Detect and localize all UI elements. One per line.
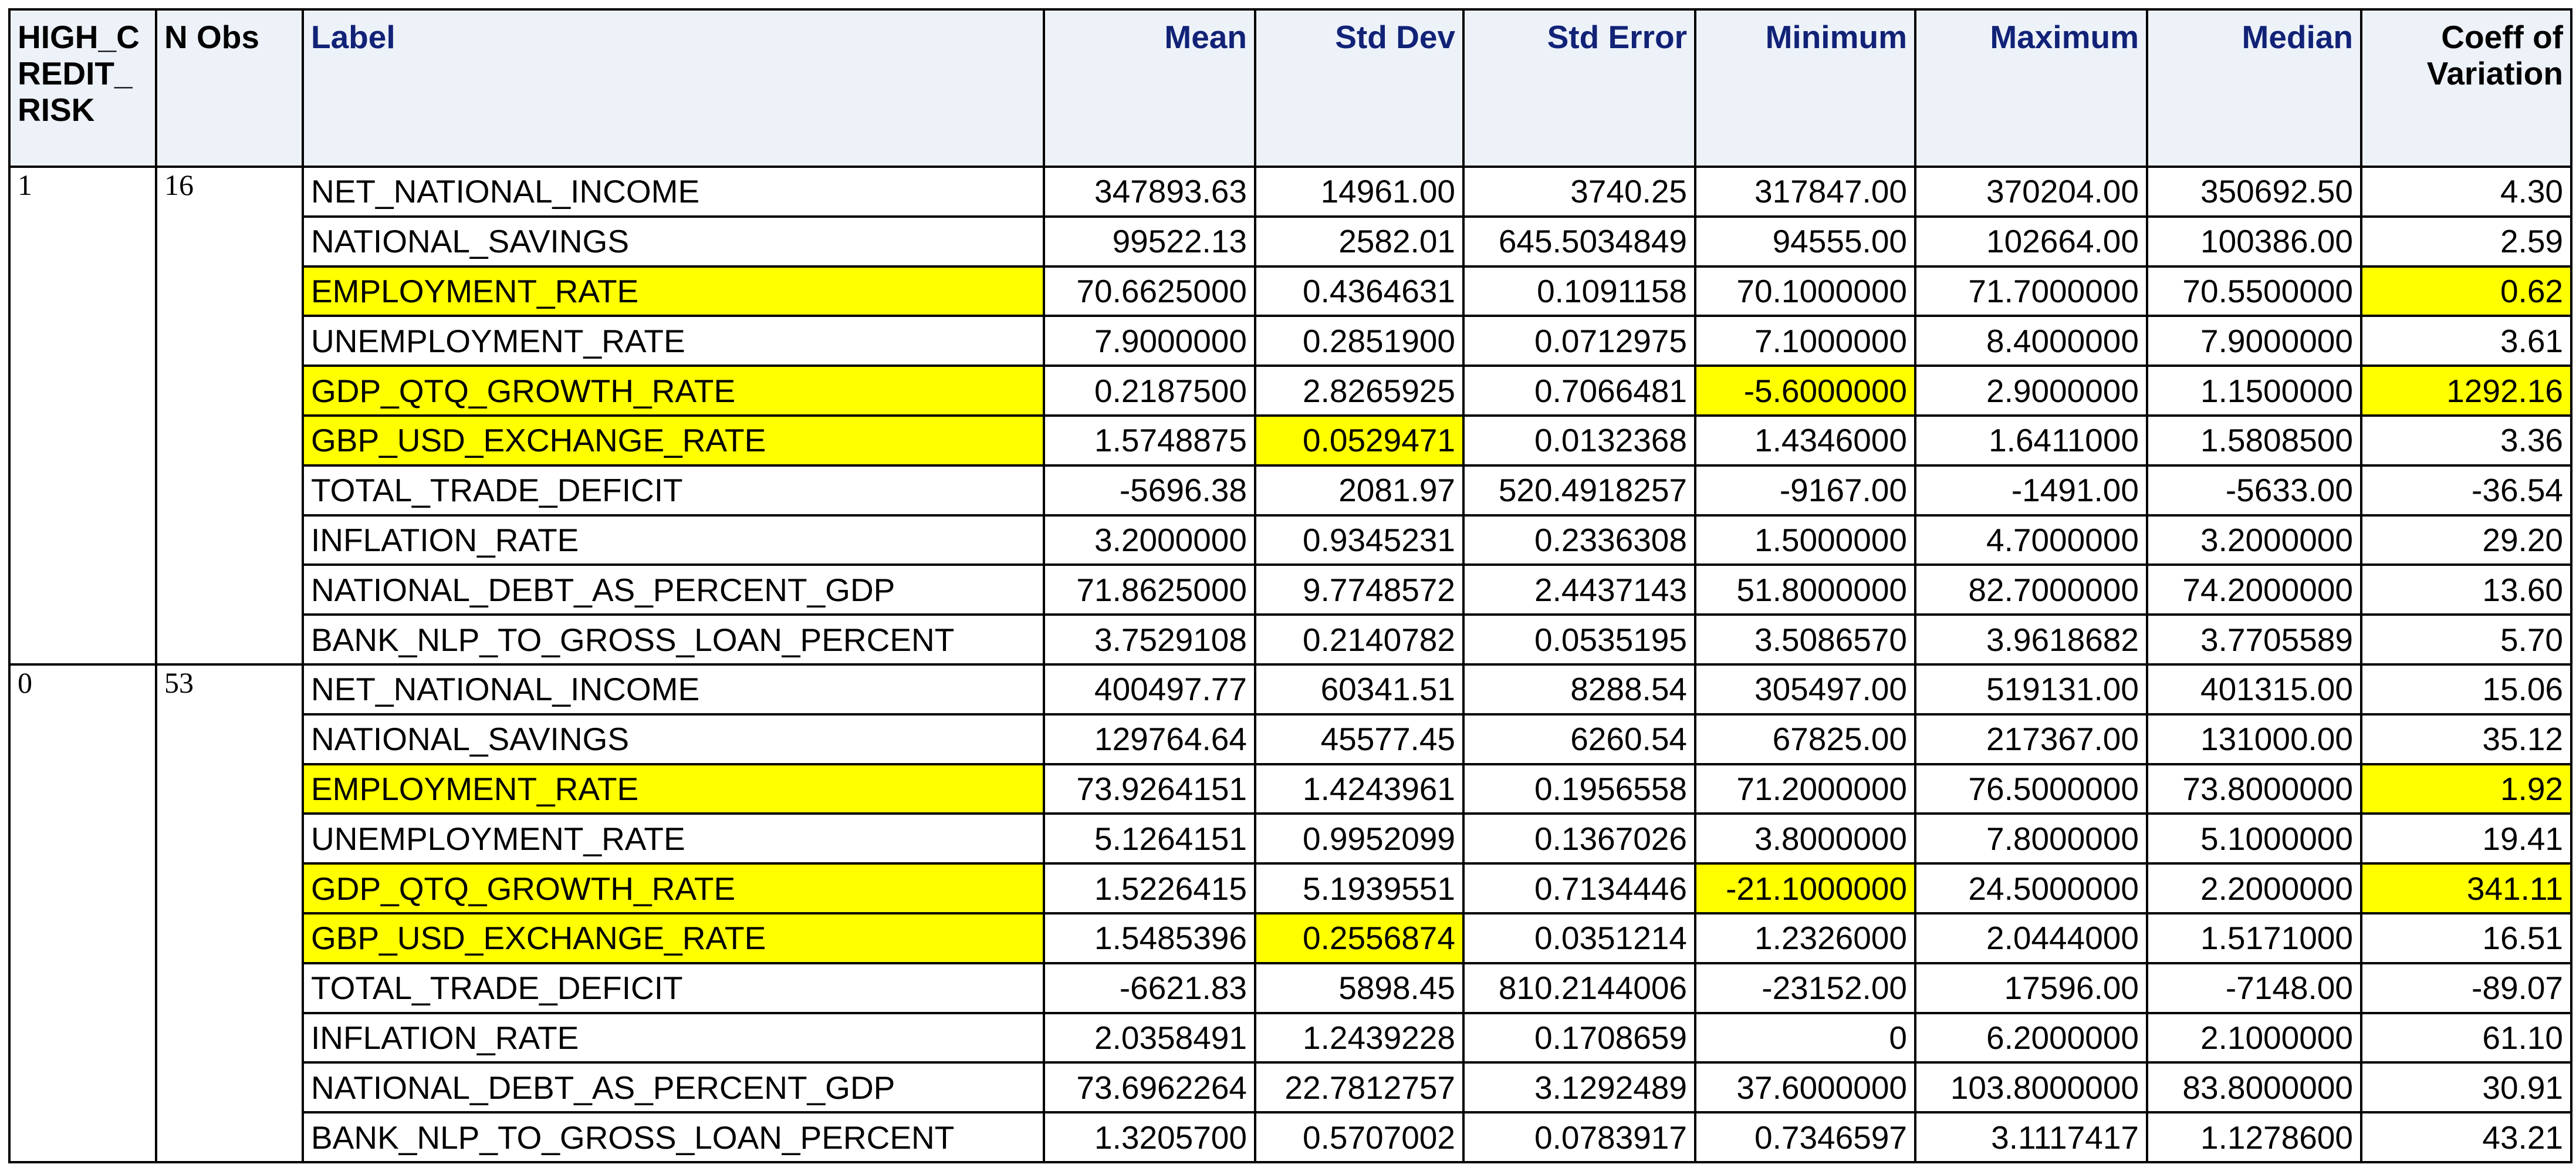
cell-median: 70.5500000: [2147, 266, 2361, 316]
cell-median: 3.7705589: [2147, 615, 2361, 664]
cell-median: 401315.00: [2147, 664, 2361, 714]
cell-mean: 129764.64: [1044, 714, 1255, 764]
cell-std-dev: 9.7748572: [1255, 565, 1463, 615]
cell-coeff-of-variation: 13.60: [2361, 565, 2571, 615]
table-row: [9, 863, 2571, 913]
cell-median: 350692.50: [2147, 167, 2361, 217]
cell-median: 7.9000000: [2147, 316, 2361, 366]
cell-median: 1.1500000: [2147, 366, 2361, 416]
group-n-obs: 16: [156, 167, 303, 664]
cell-std-dev: 2081.97: [1255, 465, 1463, 515]
cell-maximum: 4.7000000: [1915, 515, 2147, 565]
header-std-error: Std Error: [1463, 9, 1695, 167]
cell-maximum: 17596.00: [1915, 963, 2147, 1013]
cell-coeff-of-variation: 15.06: [2361, 664, 2571, 714]
cell-std-error: 0.1091158: [1463, 266, 1695, 316]
cell-mean: 73.6962264: [1044, 1062, 1255, 1112]
table-row: [9, 664, 2571, 714]
cell-std-dev: 60341.51: [1255, 664, 1463, 714]
cell-std-error: 0.7134446: [1463, 863, 1695, 913]
cell-mean: 73.9264151: [1044, 764, 1255, 814]
cell-coeff-of-variation: 4.30: [2361, 167, 2571, 217]
cell-coeff-of-variation: 29.20: [2361, 515, 2571, 565]
cell-coeff-of-variation: 3.61: [2361, 316, 2571, 366]
row-label: NATIONAL_SAVINGS: [303, 217, 1044, 266]
cell-minimum: 0: [1695, 1013, 1915, 1063]
cell-std-error: 0.0351214: [1463, 913, 1695, 963]
cell-maximum: 71.7000000: [1915, 266, 2147, 316]
cell-median: 5.1000000: [2147, 814, 2361, 863]
cell-mean: 2.0358491: [1044, 1013, 1255, 1063]
header-coeff-of-variation: Coeff of Variation: [2361, 9, 2571, 167]
cell-mean: 400497.77: [1044, 664, 1255, 714]
row-label: GBP_USD_EXCHANGE_RATE: [303, 416, 1044, 465]
cell-std-dev: 0.9345231: [1255, 515, 1463, 565]
group-n-obs: 53: [156, 664, 303, 1162]
cell-maximum: 3.1117417: [1915, 1112, 2147, 1162]
cell-coeff-of-variation: 0.62: [2361, 266, 2571, 316]
cell-std-dev: 0.2556874: [1255, 913, 1463, 963]
cell-maximum: 8.4000000: [1915, 316, 2147, 366]
cell-std-error: 0.0132368: [1463, 416, 1695, 465]
cell-maximum: 519131.00: [1915, 664, 2147, 714]
cell-minimum: 51.8000000: [1695, 565, 1915, 615]
cell-minimum: 37.6000000: [1695, 1062, 1915, 1112]
header-high-credit-risk: HIGH_CREDIT_RISK: [9, 9, 156, 167]
cell-coeff-of-variation: -89.07: [2361, 963, 2571, 1013]
cell-std-dev: 1.2439228: [1255, 1013, 1463, 1063]
table-row: [9, 913, 2571, 963]
cell-mean: 347893.63: [1044, 167, 1255, 217]
cell-std-dev: 2.8265925: [1255, 366, 1463, 416]
cell-coeff-of-variation: 1292.16: [2361, 366, 2571, 416]
cell-median: -7148.00: [2147, 963, 2361, 1013]
cell-std-error: 3.1292489: [1463, 1062, 1695, 1112]
row-label: BANK_NLP_TO_GROSS_LOAN_PERCENT: [303, 615, 1044, 664]
cell-maximum: 7.8000000: [1915, 814, 2147, 863]
row-label: TOTAL_TRADE_DEFICIT: [303, 963, 1044, 1013]
cell-std-dev: 0.2851900: [1255, 316, 1463, 366]
cell-median: 74.2000000: [2147, 565, 2361, 615]
cell-maximum: 2.0444000: [1915, 913, 2147, 963]
cell-maximum: 370204.00: [1915, 167, 2147, 217]
row-label: UNEMPLOYMENT_RATE: [303, 814, 1044, 863]
cell-std-error: 0.2336308: [1463, 515, 1695, 565]
cell-minimum: 70.1000000: [1695, 266, 1915, 316]
cell-median: 83.8000000: [2147, 1062, 2361, 1112]
row-label: EMPLOYMENT_RATE: [303, 266, 1044, 316]
cell-coeff-of-variation: 43.21: [2361, 1112, 2571, 1162]
table-row: [9, 764, 2571, 814]
table-row: [9, 266, 2571, 316]
table-row: [9, 416, 2571, 465]
cell-coeff-of-variation: 2.59: [2361, 217, 2571, 266]
cell-mean: -6621.83: [1044, 963, 1255, 1013]
header-maximum: Maximum: [1915, 9, 2147, 167]
cell-median: 2.2000000: [2147, 863, 2361, 913]
cell-median: -5633.00: [2147, 465, 2361, 515]
cell-minimum: -9167.00: [1695, 465, 1915, 515]
cell-median: 1.5808500: [2147, 416, 2361, 465]
row-label: BANK_NLP_TO_GROSS_LOAN_PERCENT: [303, 1112, 1044, 1162]
cell-mean: 1.3205700: [1044, 1112, 1255, 1162]
header-row: [9, 9, 2571, 167]
cell-coeff-of-variation: 341.11: [2361, 863, 2571, 913]
cell-std-dev: 2582.01: [1255, 217, 1463, 266]
cell-mean: 0.2187500: [1044, 366, 1255, 416]
cell-std-dev: 14961.00: [1255, 167, 1463, 217]
cell-minimum: 3.5086570: [1695, 615, 1915, 664]
header-label: Label: [303, 9, 1044, 167]
cell-std-error: 2.4437143: [1463, 565, 1695, 615]
group-value: 0: [9, 664, 156, 1162]
cell-mean: 1.5748875: [1044, 416, 1255, 465]
cell-mean: 5.1264151: [1044, 814, 1255, 863]
cell-maximum: 2.9000000: [1915, 366, 2147, 416]
cell-maximum: 1.6411000: [1915, 416, 2147, 465]
row-label: UNEMPLOYMENT_RATE: [303, 316, 1044, 366]
cell-std-dev: 0.4364631: [1255, 266, 1463, 316]
row-label: GDP_QTQ_GROWTH_RATE: [303, 863, 1044, 913]
cell-coeff-of-variation: 35.12: [2361, 714, 2571, 764]
cell-minimum: 67825.00: [1695, 714, 1915, 764]
table-row: [9, 814, 2571, 863]
cell-maximum: 82.7000000: [1915, 565, 2147, 615]
cell-median: 1.1278600: [2147, 1112, 2361, 1162]
cell-std-dev: 0.5707002: [1255, 1112, 1463, 1162]
cell-median: 3.2000000: [2147, 515, 2361, 565]
cell-coeff-of-variation: 5.70: [2361, 615, 2571, 664]
table-row: [9, 615, 2571, 664]
cell-coeff-of-variation: -36.54: [2361, 465, 2571, 515]
cell-mean: 71.8625000: [1044, 565, 1255, 615]
table-row: [9, 1013, 2571, 1063]
cell-std-dev: 0.9952099: [1255, 814, 1463, 863]
cell-maximum: 217367.00: [1915, 714, 2147, 764]
cell-std-error: 0.0535195: [1463, 615, 1695, 664]
cell-minimum: 94555.00: [1695, 217, 1915, 266]
cell-mean: 3.2000000: [1044, 515, 1255, 565]
table-row: [9, 963, 2571, 1013]
cell-coeff-of-variation: 30.91: [2361, 1062, 2571, 1112]
cell-minimum: 1.2326000: [1695, 913, 1915, 963]
header-minimum: Minimum: [1695, 9, 1915, 167]
table-row: [9, 565, 2571, 615]
cell-std-error: 0.1708659: [1463, 1013, 1695, 1063]
cell-minimum: 1.5000000: [1695, 515, 1915, 565]
row-label: GBP_USD_EXCHANGE_RATE: [303, 913, 1044, 963]
cell-maximum: 6.2000000: [1915, 1013, 2147, 1063]
table-row: [9, 714, 2571, 764]
row-label: GDP_QTQ_GROWTH_RATE: [303, 366, 1044, 416]
cell-std-error: 0.1367026: [1463, 814, 1695, 863]
cell-median: 2.1000000: [2147, 1013, 2361, 1063]
cell-coeff-of-variation: 1.92: [2361, 764, 2571, 814]
cell-minimum: 3.8000000: [1695, 814, 1915, 863]
row-label: INFLATION_RATE: [303, 515, 1044, 565]
header-std-dev: Std Dev: [1255, 9, 1463, 167]
cell-median: 100386.00: [2147, 217, 2361, 266]
table-row: [9, 366, 2571, 416]
table-row: [9, 1062, 2571, 1112]
cell-std-error: 520.4918257: [1463, 465, 1695, 515]
table-body: [9, 167, 2571, 1162]
table-row: [9, 316, 2571, 366]
cell-minimum: 317847.00: [1695, 167, 1915, 217]
header-median: Median: [2147, 9, 2361, 167]
cell-std-error: 0.0712975: [1463, 316, 1695, 366]
cell-minimum: 7.1000000: [1695, 316, 1915, 366]
cell-coeff-of-variation: 16.51: [2361, 913, 2571, 963]
cell-std-dev: 45577.45: [1255, 714, 1463, 764]
row-label: NET_NATIONAL_INCOME: [303, 664, 1044, 714]
cell-minimum: -23152.00: [1695, 963, 1915, 1013]
cell-std-error: 0.7066481: [1463, 366, 1695, 416]
cell-coeff-of-variation: 61.10: [2361, 1013, 2571, 1063]
table-row: [9, 167, 2571, 217]
cell-std-error: 6260.54: [1463, 714, 1695, 764]
cell-minimum: -21.1000000: [1695, 863, 1915, 913]
summary-statistics-table: [8, 8, 2572, 1163]
cell-maximum: 76.5000000: [1915, 764, 2147, 814]
cell-std-error: 8288.54: [1463, 664, 1695, 714]
cell-std-dev: 1.4243961: [1255, 764, 1463, 814]
row-label: NET_NATIONAL_INCOME: [303, 167, 1044, 217]
cell-maximum: 102664.00: [1915, 217, 2147, 266]
cell-minimum: 305497.00: [1695, 664, 1915, 714]
cell-mean: 1.5485396: [1044, 913, 1255, 963]
cell-minimum: 71.2000000: [1695, 764, 1915, 814]
cell-maximum: 24.5000000: [1915, 863, 2147, 913]
cell-coeff-of-variation: 19.41: [2361, 814, 2571, 863]
cell-mean: 99522.13: [1044, 217, 1255, 266]
cell-std-dev: 5.1939551: [1255, 863, 1463, 913]
cell-mean: 7.9000000: [1044, 316, 1255, 366]
row-label: NATIONAL_DEBT_AS_PERCENT_GDP: [303, 1062, 1044, 1112]
cell-mean: 70.6625000: [1044, 266, 1255, 316]
row-label: EMPLOYMENT_RATE: [303, 764, 1044, 814]
cell-mean: 1.5226415: [1044, 863, 1255, 913]
table-row: [9, 217, 2571, 266]
cell-minimum: -5.6000000: [1695, 366, 1915, 416]
cell-minimum: 0.7346597: [1695, 1112, 1915, 1162]
cell-std-error: 645.5034849: [1463, 217, 1695, 266]
cell-median: 1.5171000: [2147, 913, 2361, 963]
cell-mean: 3.7529108: [1044, 615, 1255, 664]
cell-mean: -5696.38: [1044, 465, 1255, 515]
cell-std-dev: 0.2140782: [1255, 615, 1463, 664]
header-n-obs: N Obs: [156, 9, 303, 167]
table-row: [9, 515, 2571, 565]
cell-maximum: -1491.00: [1915, 465, 2147, 515]
cell-std-dev: 5898.45: [1255, 963, 1463, 1013]
cell-coeff-of-variation: 3.36: [2361, 416, 2571, 465]
row-label: INFLATION_RATE: [303, 1013, 1044, 1063]
cell-std-dev: 0.0529471: [1255, 416, 1463, 465]
cell-median: 131000.00: [2147, 714, 2361, 764]
row-label: TOTAL_TRADE_DEFICIT: [303, 465, 1044, 515]
table-row: [9, 1112, 2571, 1162]
cell-std-dev: 22.7812757: [1255, 1062, 1463, 1112]
group-value: 1: [9, 167, 156, 664]
row-label: NATIONAL_DEBT_AS_PERCENT_GDP: [303, 565, 1044, 615]
row-label: NATIONAL_SAVINGS: [303, 714, 1044, 764]
cell-median: 73.8000000: [2147, 764, 2361, 814]
cell-std-error: 0.0783917: [1463, 1112, 1695, 1162]
cell-std-error: 3740.25: [1463, 167, 1695, 217]
table-row: [9, 465, 2571, 515]
header-mean: Mean: [1044, 9, 1255, 167]
cell-minimum: 1.4346000: [1695, 416, 1915, 465]
cell-std-error: 810.2144006: [1463, 963, 1695, 1013]
cell-maximum: 103.8000000: [1915, 1062, 2147, 1112]
cell-maximum: 3.9618682: [1915, 615, 2147, 664]
cell-std-error: 0.1956558: [1463, 764, 1695, 814]
